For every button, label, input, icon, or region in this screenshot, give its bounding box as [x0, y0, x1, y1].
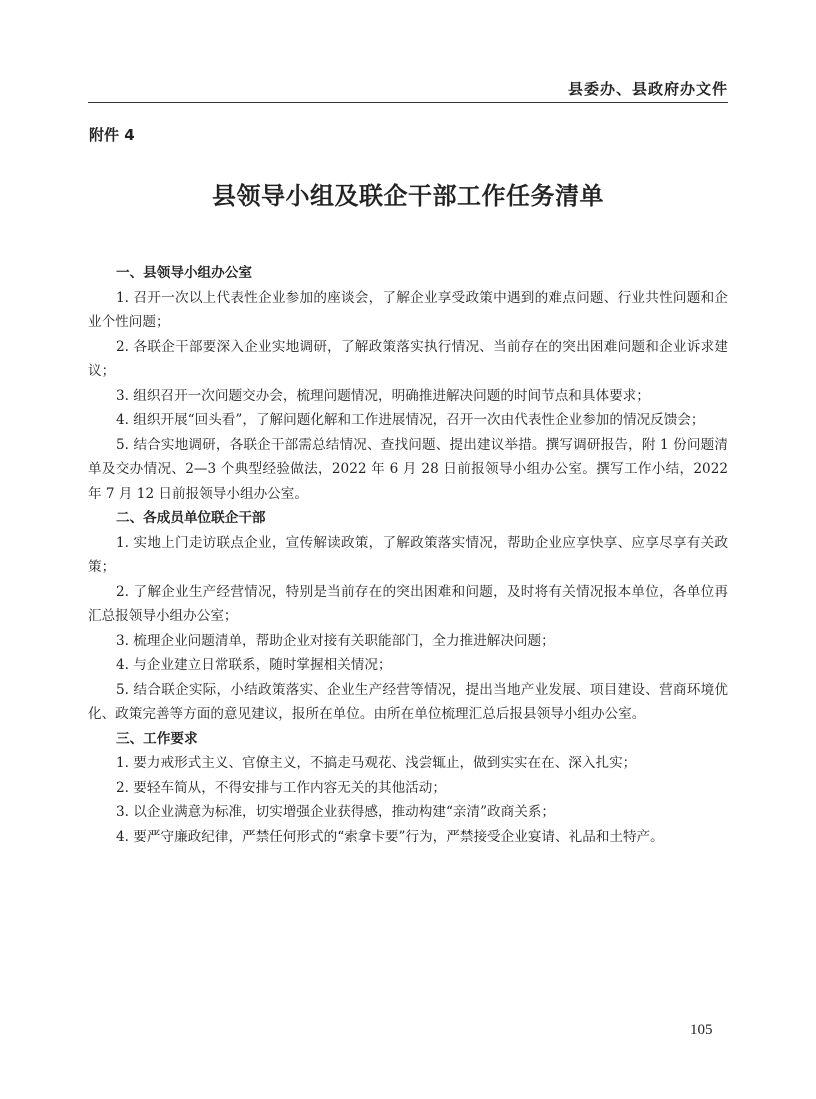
section-heading: 一、县领导小组办公室 [116, 265, 252, 281]
section [88, 727, 728, 850]
list-item: 2. 各联企干部要深入企业实地调研，了解政策落实执行情况、当前存在的突出困难问题和企业诉求建议； [88, 338, 728, 379]
list-item: 3. 以企业满意为标准，切实增强企业获得感，推动构建“亲清”政商关系； [116, 804, 556, 820]
list-item: 1. 要力戒形式主义、官僚主义，不搞走马观花、浅尝辄止，做到实实在在、深入扎实； [116, 755, 637, 771]
list-item: 1. 实地上门走访联点企业，宣传解读政策，了解政策落实情况，帮助企业应享快享、应享尽享有关政策； [88, 534, 728, 575]
list-item: 5. 结合联企实际，小结政策落实、企业生产经营等情况，提出当地产业发展、项目建设、营商环境优化、政策完善等方面的意见建议，报所在单位。由所在单位梳理汇总后报县领导小组办公室。 [88, 681, 728, 722]
list-item: 2. 要轻车简从，不得安排与工作内容无关的其他活动； [116, 779, 446, 796]
list-item: 3. 梳理企业问题清单，帮助企业对接有关职能部门，全力推进解决问题； [116, 632, 555, 649]
section [88, 506, 728, 727]
section-heading: 三、工作要求 [116, 730, 198, 747]
section [88, 261, 728, 506]
document-body [88, 261, 728, 849]
header-title: 县委办、县政府办文件 [567, 80, 728, 98]
running-header [88, 76, 728, 103]
attachment-label: 附件 4 [89, 126, 135, 144]
list-item: 4. 要严守廉政纪律，严禁任何形式的“索拿卡要”行为，严禁接受企业宴请、礼品和土特产。 [116, 828, 664, 845]
document-title: 县领导小组及联企干部工作任务清单 [212, 181, 604, 210]
list-item: 4. 组织开展“回头看”，了解问题化解和工作进展情况，召开一次由代表性企业参加的情况反馈会； [116, 412, 705, 428]
list-item: 5. 结合实地调研，各联企干部需总结情况、查找问题、提出建议举措。撰写调研报告，附 1 份问题清单及交办情况、2—3 个典型经验做法，2022 年 6 月 28 日前报领导小组办公室。撰写工作小结，2022 年 7 月 12 日前报领导小组办公室。 [88, 436, 728, 502]
list-item: 3. 组织召开一次问题交办会，梳理问题情况，明确推进解决问题的时间节点和具体要求； [116, 387, 650, 404]
list-item: 4. 与企业建立日常联系，随时掌握相关情况； [116, 657, 392, 673]
list-item: 1. 召开一次以上代表性企业参加的座谈会，了解企业享受政策中遇到的难点问题、行业共性问题和企业个性问题； [88, 289, 728, 330]
section-heading: 二、各成员单位联企干部 [116, 510, 266, 526]
page-number: 105 [690, 1022, 713, 1038]
list-item: 2. 了解企业生产经营情况，特别是当前存在的突出困难和问题，及时将有关情况报本单位，各单位再汇总报领导小组办公室； [88, 583, 728, 624]
